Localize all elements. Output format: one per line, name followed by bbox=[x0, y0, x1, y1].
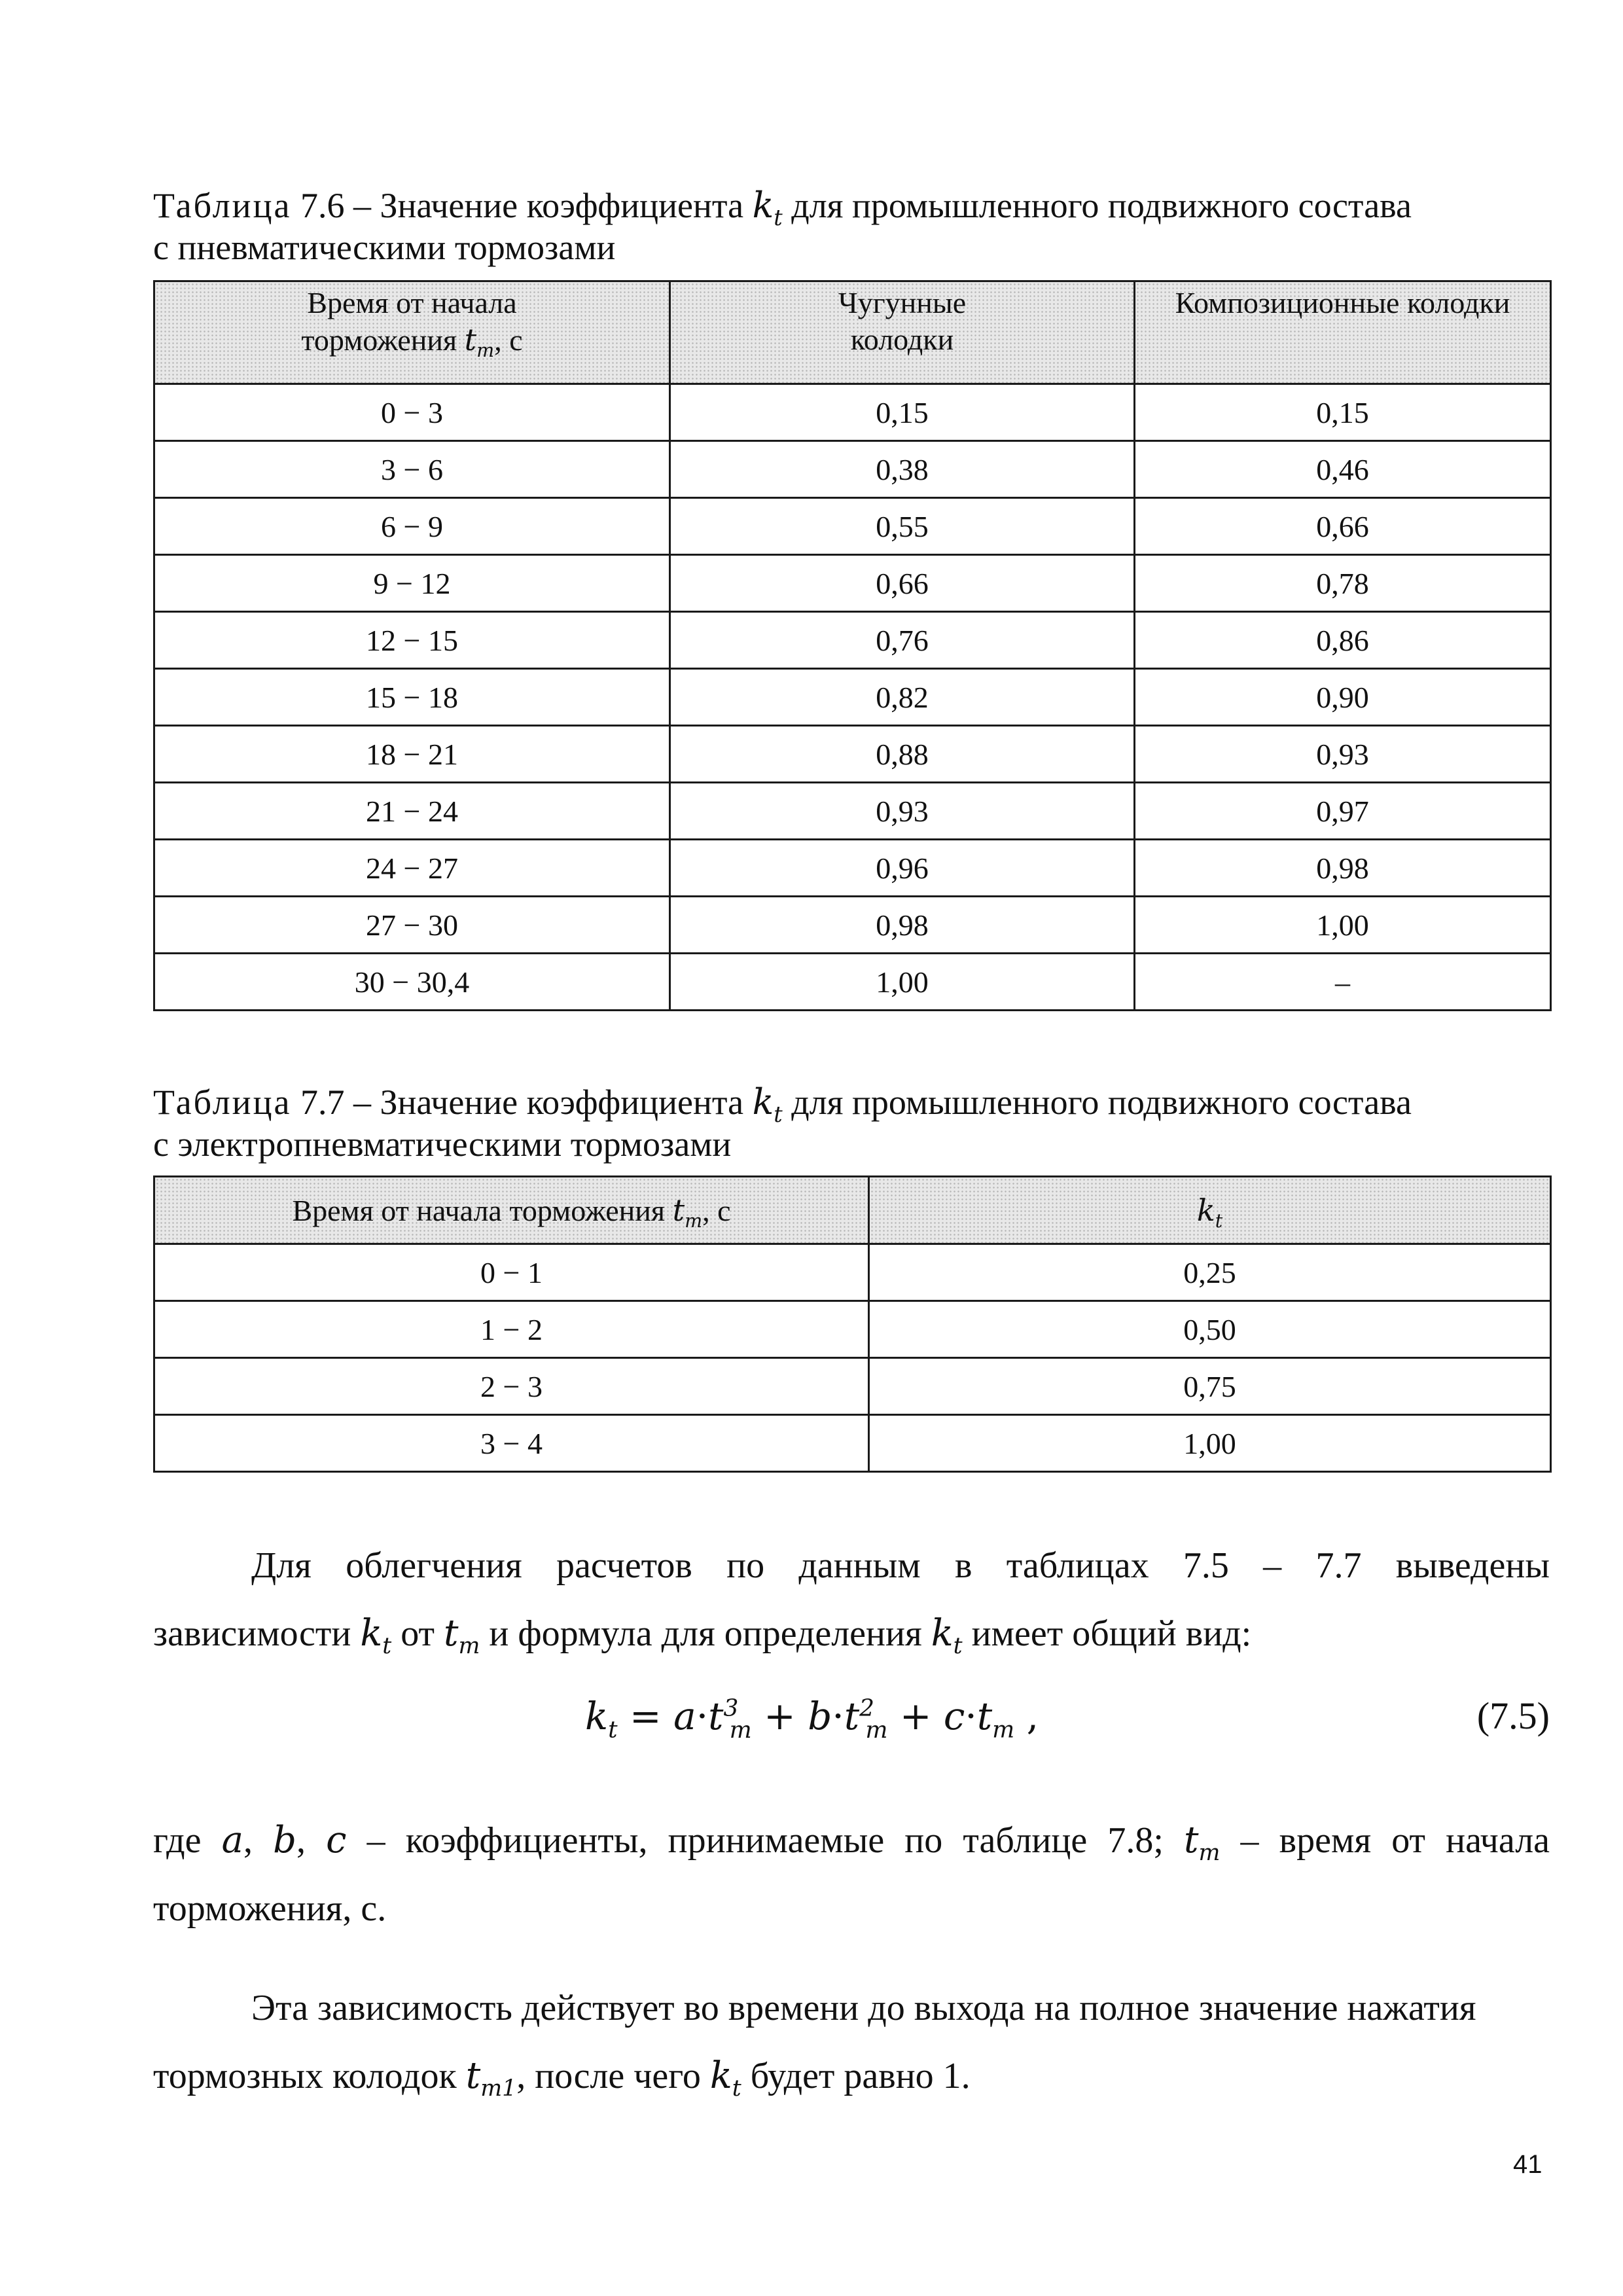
table-row: 15 − 18 0,82 0,90 bbox=[154, 669, 1551, 726]
caption-line-2: с пневматическими тормозами bbox=[153, 228, 616, 267]
table-row: 0 − 3 0,15 0,15 bbox=[154, 384, 1551, 441]
table-7-7-caption bbox=[153, 1081, 1550, 1165]
table-row: 12 − 15 0,76 0,86 bbox=[154, 612, 1551, 669]
paragraph-line: торможения, с. bbox=[153, 1888, 387, 1929]
caption-line-1 bbox=[153, 185, 1550, 230]
header-kt: $k_t$ bbox=[869, 1177, 1551, 1244]
caption-title-rest: для промышленного подвижного состава bbox=[782, 1083, 1412, 1122]
table-7-6 bbox=[153, 280, 1552, 1011]
kt-symbol: $k_t$ bbox=[752, 185, 783, 230]
paragraph-line: Для облегчения расчетов по данным в таблицах 7.5 – 7.7 выведены bbox=[251, 1545, 1550, 1586]
paragraph-line: Эта зависимость действует во времени до выхода на полное значение нажатия bbox=[251, 1988, 1476, 2028]
table-row: 1 − 2 0,50 bbox=[154, 1301, 1551, 1358]
table-row: 24 − 27 0,96 0,98 bbox=[154, 840, 1551, 897]
header-time: Время от начала торможения $t_m$, с bbox=[154, 281, 670, 384]
table-7-7 bbox=[153, 1175, 1552, 1473]
caption-line-1 bbox=[153, 1081, 1550, 1127]
caption-line-2: с электропневматическими тормозами bbox=[153, 1124, 732, 1164]
formula-number: (7.5) bbox=[1476, 1695, 1550, 1737]
caption-title-rest: для промышленного подвижного состава bbox=[782, 186, 1412, 225]
caption-label: Таблица bbox=[153, 186, 292, 225]
paragraph-line: где a, b, c – коэффициенты, принимаемые по таблице 7.8; $t_m$ – время от начала bbox=[153, 1819, 1550, 1867]
table-7-6-caption bbox=[153, 185, 1550, 268]
table-row: 27 − 30 0,98 1,00 bbox=[154, 897, 1551, 954]
table-row: 0 − 1 0,25 bbox=[154, 1244, 1551, 1301]
paragraph-line: зависимости $k_t$ от $t_m$ и формула для определения $k_t$ имеет общий вид: bbox=[153, 1612, 1252, 1660]
paragraph-line: тормозных колодок $t_{m1}$, после чего $k_t$ будет равно 1. bbox=[153, 2054, 971, 2102]
page-number: 41 bbox=[1513, 2150, 1543, 2179]
table-row: 3 − 6 0,38 0,46 bbox=[154, 441, 1551, 498]
table-row: 2 − 3 0,75 bbox=[154, 1358, 1551, 1415]
table-row: 3 − 4 1,00 bbox=[154, 1415, 1551, 1472]
header-time: Время от начала торможения $t_m$, с bbox=[154, 1177, 869, 1244]
kt-symbol: $k_t$ bbox=[752, 1081, 783, 1127]
paragraph-intro bbox=[153, 1532, 1550, 1668]
caption-title-text: 7.7 – Значение коэффициента bbox=[291, 1083, 753, 1122]
table-row: 30 − 30,4 1,00 – bbox=[154, 954, 1551, 1011]
table-row: 6 − 9 0,55 0,66 bbox=[154, 498, 1551, 555]
formula-7-5 bbox=[153, 1694, 1550, 1759]
table-row: 21 − 24 0,93 0,97 bbox=[154, 783, 1551, 840]
paragraph-where bbox=[153, 1806, 1550, 1943]
header-composite-pads: Композиционные колодки bbox=[1135, 281, 1551, 384]
table-header-row bbox=[154, 281, 1551, 384]
caption-label: Таблица bbox=[153, 1083, 292, 1122]
table-header-row bbox=[154, 1177, 1551, 1244]
header-cast-iron-pads: Чугунные колодки bbox=[670, 281, 1135, 384]
formula-expression: $k_t = a\cdot t^3_m + b\cdot t^2_m + c\cdot t_m$ , bbox=[585, 1694, 1039, 1744]
paragraph-dependency bbox=[153, 1974, 1550, 2110]
table-row: 9 − 12 0,66 0,78 bbox=[154, 555, 1551, 612]
caption-title-text: 7.6 – Значение коэффициента bbox=[291, 186, 753, 225]
table-row: 18 − 21 0,88 0,93 bbox=[154, 726, 1551, 783]
